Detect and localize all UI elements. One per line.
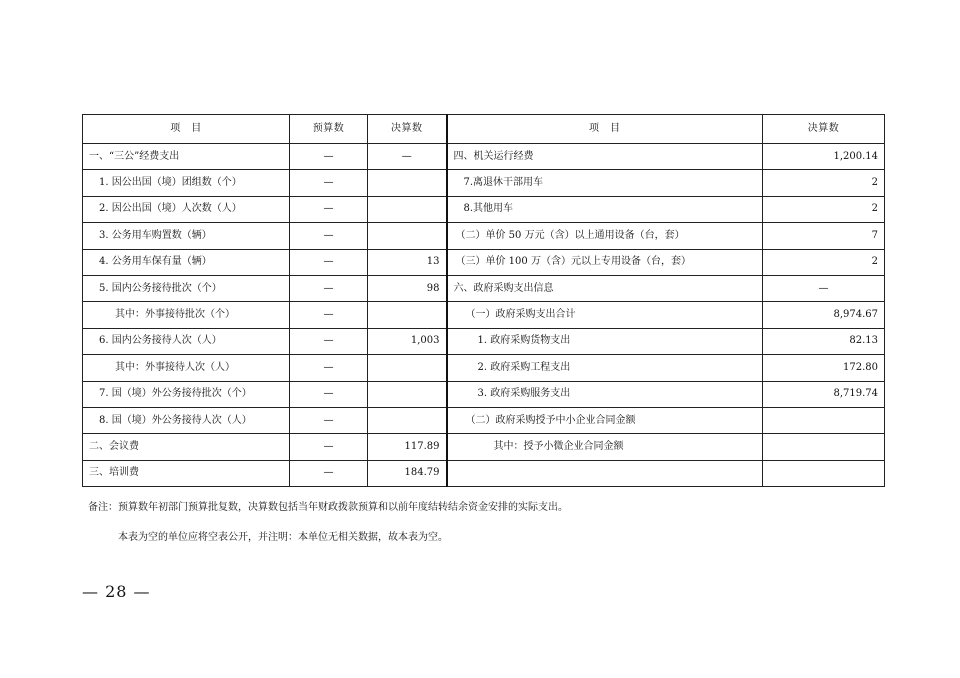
right-final-cell xyxy=(763,407,885,433)
left-budget-cell: — xyxy=(290,407,368,433)
left-budget-cell: — xyxy=(290,144,368,170)
right-item-cell: 8.其他用车 xyxy=(447,196,763,222)
left-item-cell: 二、会议费 xyxy=(83,434,290,460)
left-final-cell xyxy=(368,223,447,249)
table-row xyxy=(83,249,885,275)
left-final-cell xyxy=(368,407,447,433)
left-budget-cell: — xyxy=(290,302,368,328)
header-left-final: 决算数 xyxy=(368,115,447,144)
left-item-cell: 8. 国（境）外公务接待人次（人） xyxy=(83,407,290,433)
left-final-cell: 117.89 xyxy=(368,434,447,460)
table-row xyxy=(83,223,885,249)
right-item-cell: 四、机关运行经费 xyxy=(447,144,763,170)
right-item-cell: （一）政府采购支出合计 xyxy=(447,302,763,328)
header-right-item: 项 目 xyxy=(447,115,763,144)
right-final-cell: — xyxy=(763,275,885,301)
right-final-cell xyxy=(763,434,885,460)
left-final-cell: 13 xyxy=(368,249,447,275)
left-budget-cell: — xyxy=(290,434,368,460)
right-final-cell: 8,974.67 xyxy=(763,302,885,328)
left-final-cell: 184.79 xyxy=(368,460,447,486)
left-item-cell: 7. 国（境）外公务接待批次（个） xyxy=(83,381,290,407)
left-budget-cell: — xyxy=(290,196,368,222)
right-final-cell: 2 xyxy=(763,170,885,196)
left-item-cell: 2. 因公出国（境）人次数（人） xyxy=(83,196,290,222)
header-left-budget: 预算数 xyxy=(290,115,368,144)
left-item-cell: 4. 公务用车保有量（辆） xyxy=(83,249,290,275)
table-row xyxy=(83,144,885,170)
left-budget-cell: — xyxy=(290,249,368,275)
right-item-cell xyxy=(447,460,763,486)
left-budget-cell: — xyxy=(290,328,368,354)
table-row xyxy=(83,328,885,354)
left-final-cell xyxy=(368,170,447,196)
right-item-cell: 2. 政府采购工程支出 xyxy=(447,355,763,381)
left-item-cell: 一、“三公”经费支出 xyxy=(83,144,290,170)
left-item-cell: 5. 国内公务接待批次（个） xyxy=(83,275,290,301)
table-row xyxy=(83,434,885,460)
left-item-cell: 6. 国内公务接待人次（人） xyxy=(83,328,290,354)
table-row xyxy=(83,275,885,301)
table-row xyxy=(83,355,885,381)
table-row xyxy=(83,407,885,433)
left-budget-cell: — xyxy=(290,170,368,196)
left-budget-cell: — xyxy=(290,223,368,249)
left-final-cell xyxy=(368,302,447,328)
right-final-cell: 8,719.74 xyxy=(763,381,885,407)
left-final-cell: — xyxy=(368,144,447,170)
left-budget-cell: — xyxy=(290,275,368,301)
table-row xyxy=(83,302,885,328)
right-final-cell: 82.13 xyxy=(763,328,885,354)
right-item-cell: 7.离退休干部用车 xyxy=(447,170,763,196)
right-item-cell: 3. 政府采购服务支出 xyxy=(447,381,763,407)
right-final-cell: 172.80 xyxy=(763,355,885,381)
table-row xyxy=(83,170,885,196)
left-item-cell: 其中：外事接待批次（个） xyxy=(83,302,290,328)
right-item-cell: （二）单价 50 万元（含）以上通用设备（台，套） xyxy=(447,223,763,249)
left-item-cell: 1. 因公出国（境）团组数（个） xyxy=(83,170,290,196)
expenditure-table xyxy=(82,114,885,487)
table-header-row xyxy=(83,115,885,144)
left-final-cell: 1,003 xyxy=(368,328,447,354)
table-row xyxy=(83,460,885,486)
table-row xyxy=(83,196,885,222)
left-final-cell: 98 xyxy=(368,275,447,301)
left-item-cell: 3. 公务用车购置数（辆） xyxy=(83,223,290,249)
left-item-cell: 其中：外事接待人次（人） xyxy=(83,355,290,381)
right-final-cell xyxy=(763,460,885,486)
right-item-cell: 六、政府采购支出信息 xyxy=(447,275,763,301)
right-item-cell: 1. 政府采购货物支出 xyxy=(447,328,763,354)
empty-table-note: 本表为空的单位应将空表公开，并注明：本单位无相关数据，故本表为空。 xyxy=(118,532,448,543)
right-final-cell: 2 xyxy=(763,249,885,275)
left-item-cell: 三、培训费 xyxy=(83,460,290,486)
right-item-cell: （二）政府采购授予中小企业合同金额 xyxy=(447,407,763,433)
header-left-item: 项 目 xyxy=(83,115,290,144)
left-final-cell xyxy=(368,355,447,381)
page-number: — 28 — xyxy=(82,582,151,601)
right-final-cell: 7 xyxy=(763,223,885,249)
left-budget-cell: — xyxy=(290,381,368,407)
right-final-cell: 2 xyxy=(763,196,885,222)
header-right-final: 决算数 xyxy=(763,115,885,144)
left-budget-cell: — xyxy=(290,355,368,381)
right-item-cell: 其中：授予小微企业合同金额 xyxy=(447,434,763,460)
right-item-cell: （三）单价 100 万（含）元以上专用设备（台，套） xyxy=(447,249,763,275)
left-final-cell xyxy=(368,381,447,407)
left-final-cell xyxy=(368,196,447,222)
left-budget-cell: — xyxy=(290,460,368,486)
right-final-cell: 1,200.14 xyxy=(763,144,885,170)
table-row xyxy=(83,381,885,407)
remark-note: 备注：预算数年初部门预算批复数，决算数包括当年财政拨款预算和以前年度结转结余资金安排的实际支出。 xyxy=(88,502,568,513)
